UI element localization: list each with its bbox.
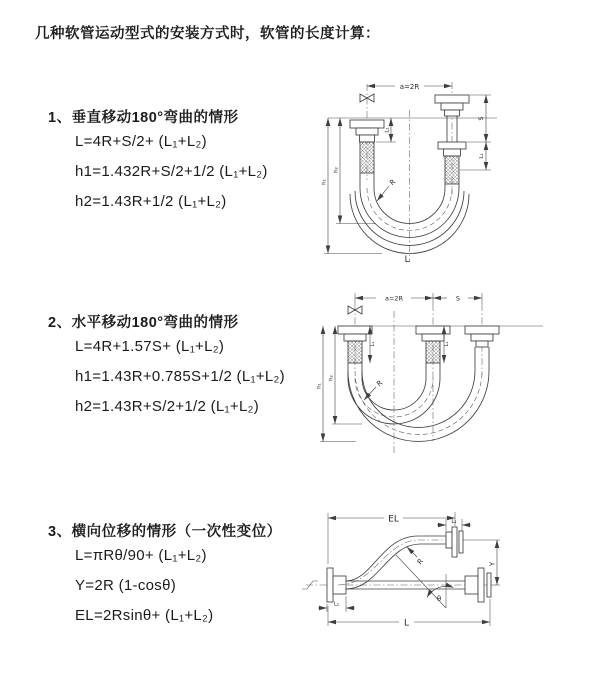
dim-l-label: L xyxy=(404,255,410,265)
left-fitting xyxy=(327,568,346,602)
dim-span-label: a=2R xyxy=(399,82,420,91)
braided-hose-section xyxy=(426,341,440,363)
dim-s-label: S xyxy=(477,116,485,121)
section-3-formula-2: Y=2R (1-cosθ) xyxy=(75,577,177,594)
right-fitting-moved-position xyxy=(465,326,499,347)
section-2-formula-3: h2=1.43R+S/2+1/2 (L₁+L₂) xyxy=(75,398,260,415)
section-1-heading: 1、垂直移动180°弯曲的情形 xyxy=(48,110,239,126)
dim-h1-label: h₁ xyxy=(316,383,323,389)
section-1-formula-1: L=4R+S/2+ (L₁+L₂) xyxy=(75,133,207,150)
dim-l-label: L xyxy=(403,618,410,629)
dim-l1-top-label: L₁ xyxy=(451,519,457,525)
dim-y-label: Y xyxy=(488,561,497,567)
dim-r-label: R xyxy=(388,177,398,188)
dim-l1-bottom-label: L₁ xyxy=(333,601,340,608)
dim-l1-left-label: L₁ xyxy=(370,341,376,347)
section-3-formula-3: EL=2Rsinθ+ (L₁+L₂) xyxy=(75,607,214,624)
diagram-vertical-180-bend xyxy=(310,70,600,265)
section-3-formula-1: L=πRθ/90+ (L₁+L₂) xyxy=(75,547,207,564)
dim-l1-left-label: L₁ xyxy=(384,127,391,133)
section-3-heading: 3、横向位移的情形（一次性变位） xyxy=(48,524,282,540)
dim-l1-mid-label: L₁ xyxy=(444,341,450,347)
diagram-horizontal-180-bend xyxy=(310,283,600,468)
top-right-fitting xyxy=(446,527,463,557)
dim-s-label: S xyxy=(455,294,461,303)
dim-h2-label: h₂ xyxy=(328,375,335,381)
braided-hose-section xyxy=(348,341,362,363)
angle-theta-construction xyxy=(396,555,454,608)
section-1-formula-2: h1=1.432R+S/2+1/2 (L₁+L₂) xyxy=(75,163,268,180)
dim-el-label: EL xyxy=(388,514,399,525)
dim-span-label: a=2R xyxy=(384,294,404,303)
braided-hose-section xyxy=(360,142,374,173)
doc-title: 几种软管运动型式的安装方式时，软管的长度计算： xyxy=(35,26,380,42)
dim-h1-label: h₁ xyxy=(321,179,328,185)
right-fitting xyxy=(465,568,491,602)
section-2-heading: 2、水平移动180°弯曲的情形 xyxy=(48,315,239,331)
diagram-lateral-displacement xyxy=(300,500,600,665)
section-2-formula-2: h1=1.43R+0.785S+1/2 (L₁+L₂) xyxy=(75,368,285,385)
section-1-formula-3: h2=1.43R+1/2 (L₁+L₂) xyxy=(75,193,227,210)
dim-theta-label: θ xyxy=(436,595,442,603)
dim-r-label: R xyxy=(375,378,385,389)
braided-hose-section xyxy=(445,156,459,184)
dim-r-label: R xyxy=(415,557,426,567)
left-fitting xyxy=(350,120,384,173)
dim-h2-label: h₂ xyxy=(333,167,340,173)
left-fitting xyxy=(338,326,372,363)
dim-l1-right-label: L₁ xyxy=(479,153,485,159)
section-2-formula-1: L=4R+1.57S+ (L₁+L₂) xyxy=(75,338,225,355)
